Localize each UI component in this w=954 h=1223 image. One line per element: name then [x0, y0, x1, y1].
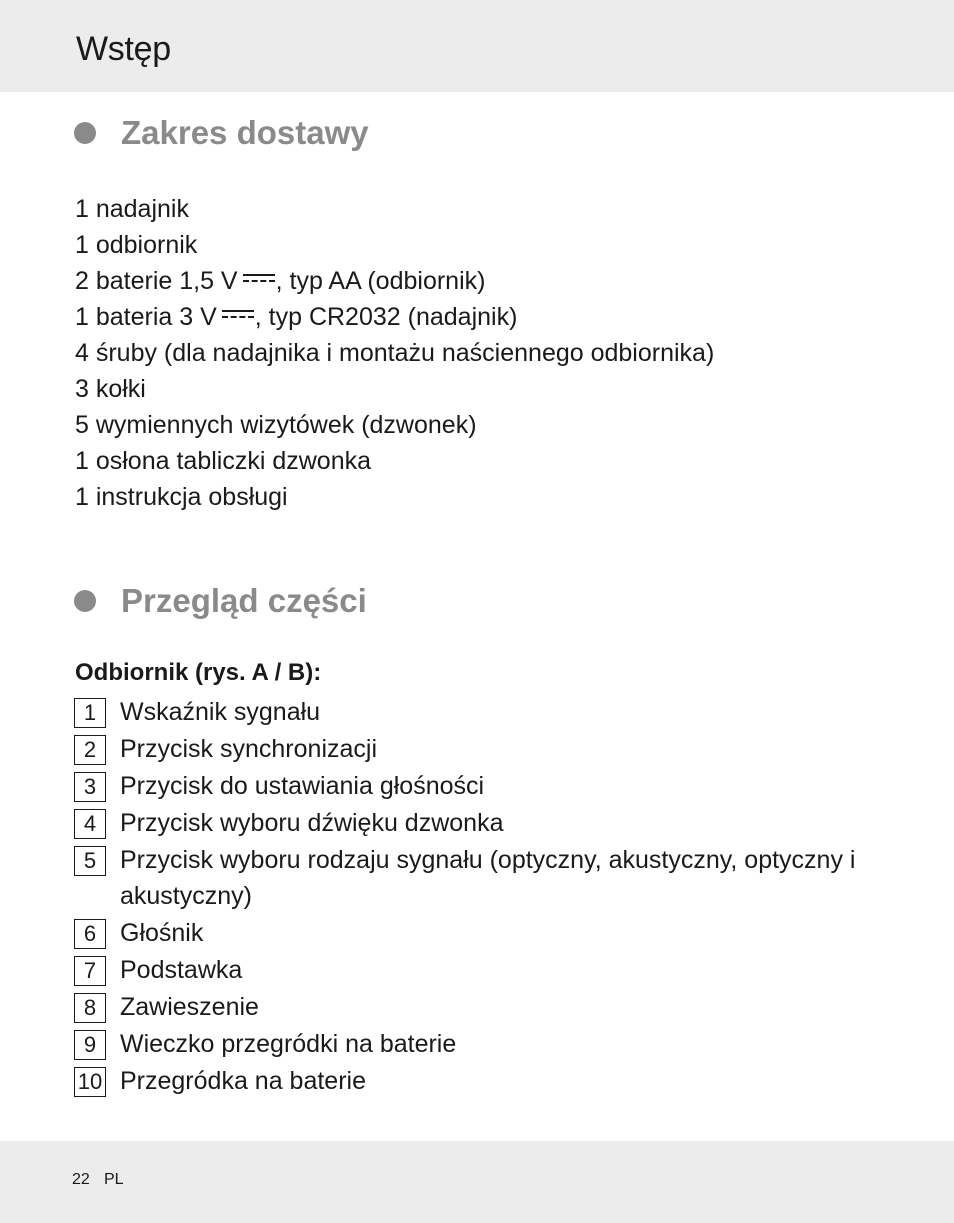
supply-item-text: 2 baterie 1,5 V [75, 267, 238, 295]
supply-item [75, 299, 714, 335]
supply-item [75, 479, 714, 515]
section-heading-parts [74, 582, 367, 620]
part-number-box: 1 [74, 698, 106, 728]
supply-item-text: , typ CR2032 (nadajnik) [254, 303, 518, 331]
supply-item [75, 335, 714, 371]
part-number-box: 7 [74, 956, 106, 986]
language-code: PL [104, 1171, 124, 1188]
part-item [74, 992, 874, 1025]
parts-heading: Przegląd części [121, 582, 367, 619]
part-label: Zawieszenie [120, 993, 259, 1021]
supply-heading: Zakres dostawy [121, 114, 369, 151]
supply-item [75, 263, 714, 299]
part-number-box: 5 [74, 846, 106, 876]
part-label: Przegródka na baterie [120, 1067, 366, 1095]
supply-item-text: 1 nadajnik [75, 195, 189, 223]
supply-item-text: 1 odbiornik [75, 231, 198, 259]
part-number-box: 3 [74, 772, 106, 802]
supply-item [75, 407, 714, 443]
supply-item-text: 1 instrukcja obsługi [75, 483, 288, 511]
page-number: 22 [72, 1171, 90, 1188]
part-item [74, 734, 874, 767]
part-number-box: 6 [74, 919, 106, 949]
receiver-title: Odbiornik (rys. A / B): [75, 659, 322, 686]
section-heading-supply [74, 114, 369, 152]
part-number-box: 8 [74, 993, 106, 1023]
part-item [74, 771, 874, 804]
part-label: Podstawka [120, 956, 243, 984]
supply-item-text: 1 bateria 3 V [75, 303, 217, 331]
part-label: Przycisk wyboru dźwięku dzwonka [120, 809, 504, 837]
footer-band [0, 1141, 954, 1223]
bullet-icon [74, 590, 96, 612]
supply-item [75, 227, 714, 263]
part-item [74, 808, 874, 841]
supply-item-text: 5 wymiennych wizytówek (dzwonek) [75, 411, 477, 439]
part-item [74, 697, 874, 730]
supply-item-text: , typ AA (odbiornik) [275, 267, 486, 295]
supply-item-text: 1 osłona tabliczki dzwonka [75, 447, 371, 475]
part-label: Wskaźnik sygnału [120, 698, 321, 726]
supply-list [75, 191, 714, 515]
part-number-box: 4 [74, 809, 106, 839]
supply-item [75, 191, 714, 227]
part-number-box: 9 [74, 1030, 106, 1060]
part-label: Przycisk wyboru rodzaju sygnału (optyczny, akustyczny, optyczny i akustyczny) [120, 846, 856, 910]
part-item [74, 1066, 874, 1099]
part-number-box: 2 [74, 735, 106, 765]
bullet-icon [74, 122, 96, 144]
part-number-box: 10 [74, 1067, 106, 1097]
part-item [74, 845, 874, 914]
page-title: Wstęp [76, 30, 171, 68]
parts-list [74, 697, 874, 1103]
direct-current-icon [243, 273, 275, 283]
supply-item-text: 3 kołki [75, 375, 146, 403]
part-item [74, 918, 874, 951]
part-item [74, 955, 874, 988]
direct-current-icon [222, 309, 254, 319]
part-label: Przycisk synchronizacji [120, 735, 378, 763]
part-label: Wieczko przegródki na baterie [120, 1030, 457, 1058]
part-item [74, 1029, 874, 1062]
supply-item [75, 443, 714, 479]
part-label: Przycisk do ustawiania głośności [120, 772, 485, 800]
part-label: Głośnik [120, 919, 204, 947]
supply-item [75, 371, 714, 407]
supply-item-text: 4 śruby (dla nadajnika i montażu naściennego odbiornika) [75, 339, 715, 367]
